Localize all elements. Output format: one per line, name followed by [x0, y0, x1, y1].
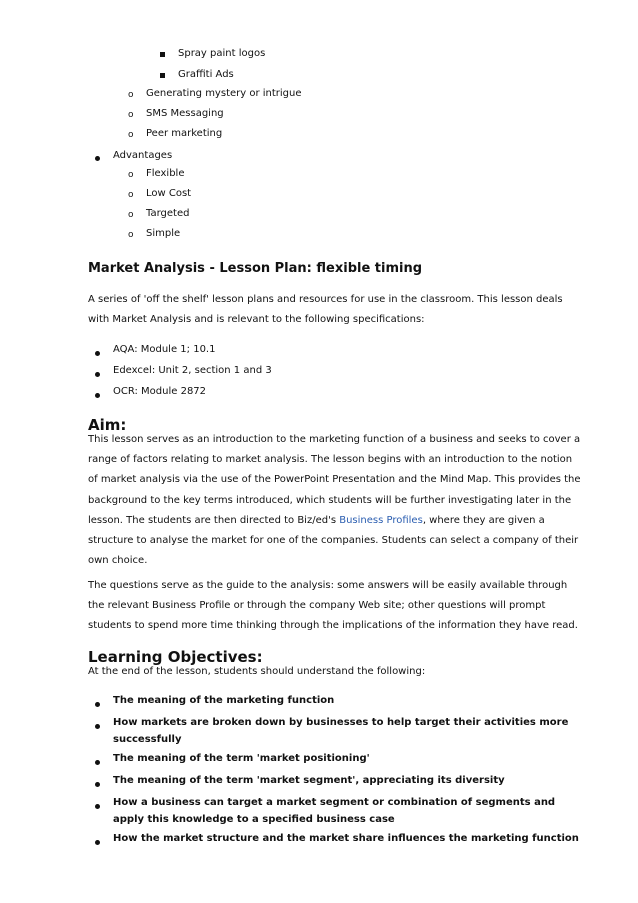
bullet-icon: [95, 778, 100, 792]
circle-bullet-icon: o: [128, 110, 134, 120]
link-suffix-text: , where they are given a: [422, 515, 545, 526]
list-item: Spray paint logos: [178, 48, 266, 59]
list-item: SMS Messaging: [146, 108, 224, 119]
bullet-icon: [95, 152, 100, 166]
objective-item: The meaning of the term 'market segment', appreciating its diversity: [113, 775, 505, 786]
objective-item: How markets are broken down by businesses to help target their activities more: [113, 717, 569, 728]
objective-item: The meaning of the marketing function: [113, 695, 335, 706]
objective-item-continued: apply this knowledge to a specified business case: [113, 814, 395, 825]
paragraph-line: This lesson serves as an introduction to the marketing function of a business and seeks to cover a: [88, 434, 581, 445]
paragraph-line: The questions serve as the guide to the analysis: some answers will be easily available through: [88, 580, 568, 591]
objectives-intro: At the end of the lesson, students should understand the following:: [88, 666, 426, 677]
bullet-icon: [95, 347, 100, 361]
paragraph-line: range of factors relating to market analysis. The lesson begins with an introduction to the notion: [88, 454, 573, 465]
circle-bullet-icon: o: [128, 230, 134, 240]
list-item: Low Cost: [146, 188, 192, 199]
square-bullet-icon: [160, 48, 165, 62]
circle-bullet-icon: o: [128, 90, 134, 100]
paragraph-line: background to the key terms introduced, which students will be further investigating later in the: [88, 495, 572, 506]
list-item: Graffiti Ads: [178, 69, 234, 80]
paragraph-line: own choice.: [88, 555, 148, 566]
paragraph-line: of market analysis via the use of the PowerPoint Presentation and the Mind Map. This provides the: [88, 474, 581, 485]
objective-item: How the market structure and the market share influences the marketing function: [113, 833, 579, 844]
intro-line: A series of 'off the shelf' lesson plans and resources for use in the classroom. This lesson deals: [88, 294, 563, 305]
bullet-icon: [95, 368, 100, 382]
paragraph-line: the relevant Business Profile or through the company Web site; other questions will prompt: [88, 600, 546, 611]
section-title-lesson-plan: Market Analysis - Lesson Plan: flexible timing: [88, 261, 423, 276]
spec-item: Edexcel: Unit 2, section 1 and 3: [113, 365, 272, 376]
link-prefix-text: lesson. The students are then directed to Biz/ed's: [88, 515, 340, 526]
list-item-advantages: Advantages: [113, 150, 173, 161]
intro-line: with Market Analysis and is relevant to the following specifications:: [88, 314, 425, 325]
bullet-icon: [95, 836, 100, 850]
section-heading-aim: Aim:: [88, 416, 127, 434]
list-item: Flexible: [146, 168, 185, 179]
business-profiles-link[interactable]: Business Profiles: [339, 515, 423, 526]
bullet-icon: [95, 389, 100, 403]
objective-item: The meaning of the term 'market positioning': [113, 753, 370, 764]
circle-bullet-icon: o: [128, 210, 134, 220]
circle-bullet-icon: o: [128, 190, 134, 200]
paragraph-line-with-link: [88, 514, 545, 528]
paragraph-line: students to spend more time thinking through the implications of the information they have read.: [88, 620, 578, 631]
bullet-icon: [95, 756, 100, 770]
spec-item: AQA: Module 1; 10.1: [113, 344, 216, 355]
paragraph-line: structure to analyse the market for one of the companies. Students can select a company of their: [88, 535, 579, 546]
bullet-icon: [95, 698, 100, 712]
list-item: Targeted: [146, 208, 190, 219]
list-item: Simple: [146, 228, 181, 239]
spec-item: OCR: Module 2872: [113, 386, 207, 397]
circle-bullet-icon: o: [128, 130, 134, 140]
section-heading-learning-objectives: Learning Objectives:: [88, 648, 263, 666]
list-item: Peer marketing: [146, 128, 223, 139]
bullet-icon: [95, 720, 100, 734]
bullet-icon: [95, 800, 100, 814]
circle-bullet-icon: o: [128, 170, 134, 180]
square-bullet-icon: [160, 69, 165, 83]
objective-item: How a business can target a market segment or combination of segments and: [113, 797, 556, 808]
list-item: Generating mystery or intrigue: [146, 88, 302, 99]
objective-item-continued: successfully: [113, 734, 182, 745]
